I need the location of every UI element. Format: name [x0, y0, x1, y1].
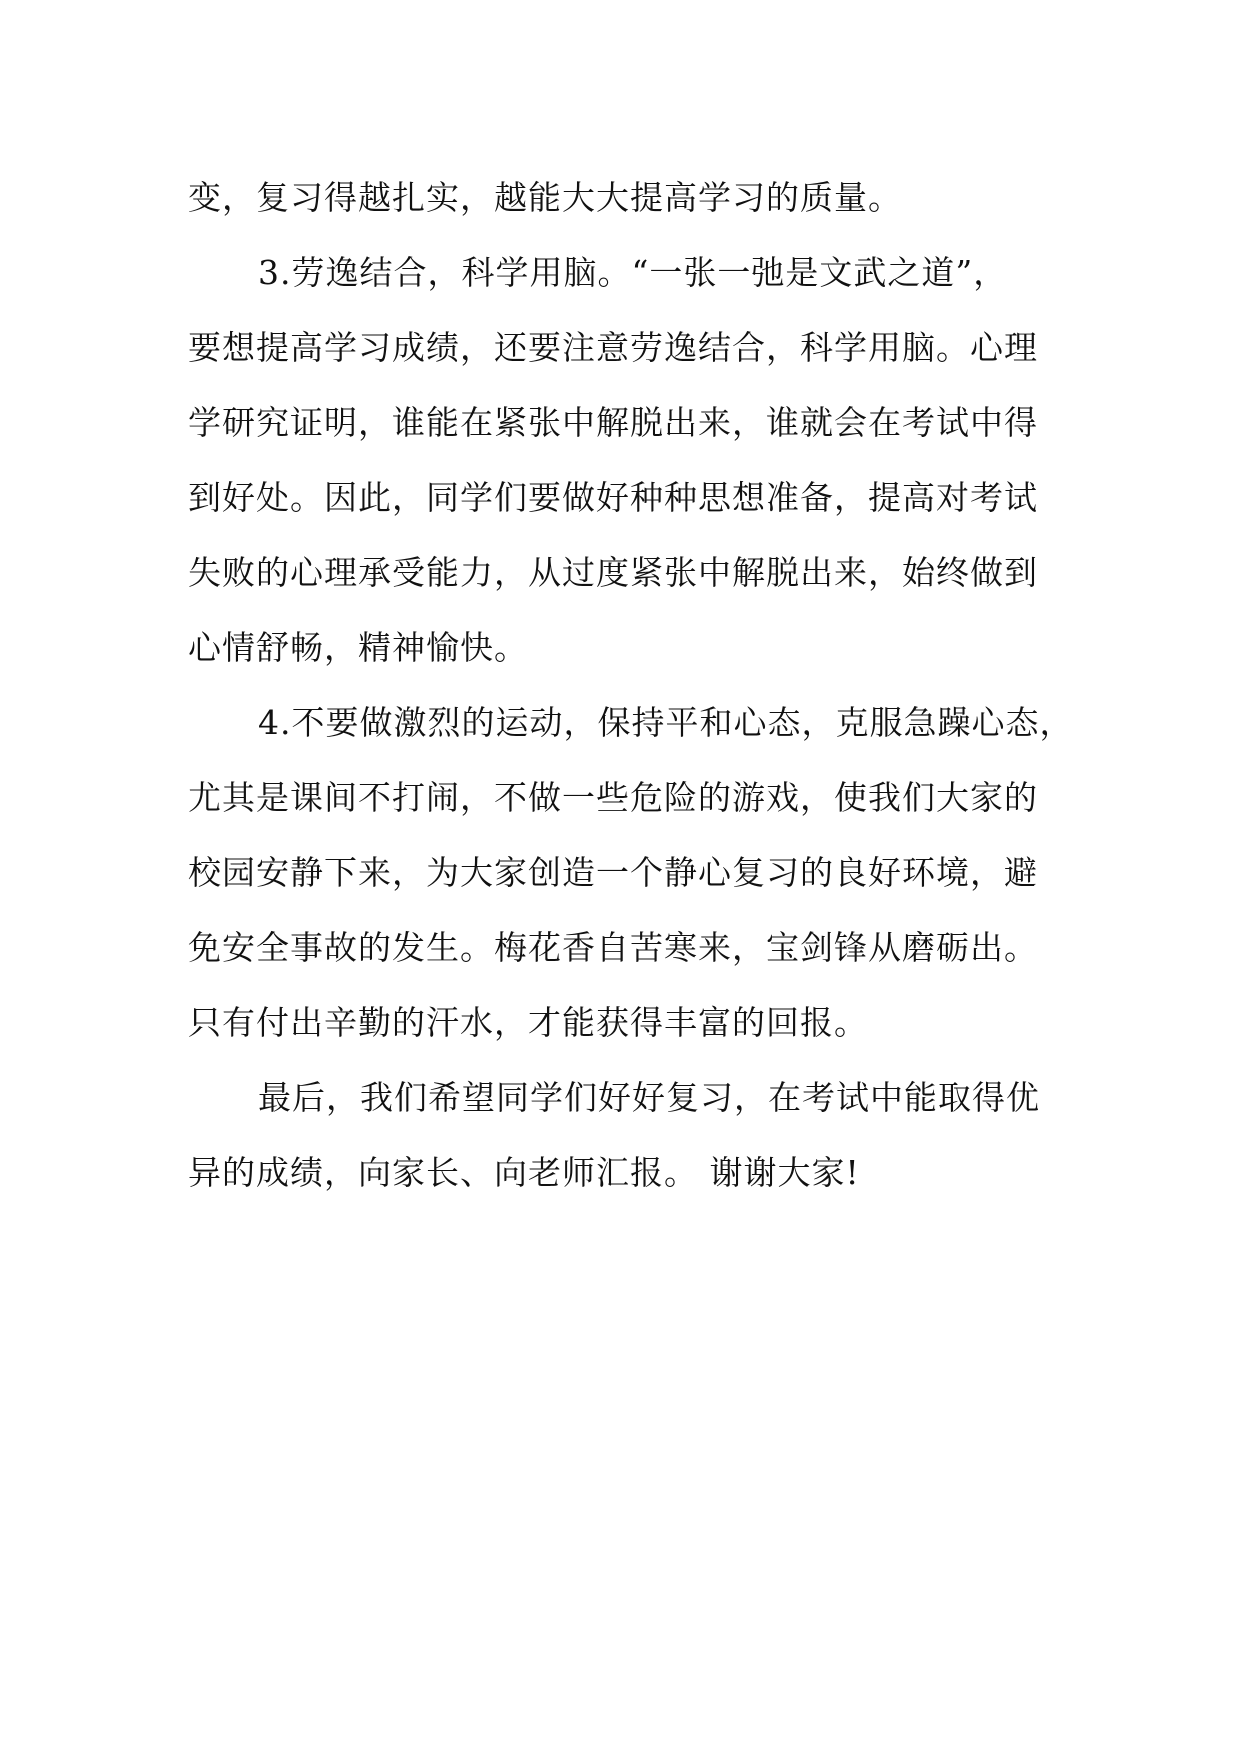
- text-line: 学研究证明，谁能在紧张中解脱出来，谁就会在考试中得: [188, 403, 1038, 442]
- text-line: 免安全事故的发生。梅花香自苦寒来，宝剑锋从磨砺出。: [188, 928, 1038, 967]
- text-line: 到好处。因此，同学们要做好种种思想准备，提高对考试: [188, 478, 1038, 517]
- text-line: 异的成绩，向家长、向老师汇报。 谢谢大家!: [188, 1153, 860, 1192]
- text-line: 心情舒畅，精神愉快。: [188, 628, 528, 667]
- text-line: 4.不要做激烈的运动，保持平和心态，克服急躁心态，: [258, 703, 1074, 742]
- text-line: 校园安静下来，为大家创造一个静心复习的良好环境，避: [188, 853, 1038, 892]
- text-line: 变，复习得越扎实，越能大大提高学习的质量。: [188, 178, 902, 217]
- text-line: 3.劳逸结合，科学用脑。“一张一弛是文武之道”，: [258, 253, 1008, 292]
- text-line: 尤其是课间不打闹，不做一些危险的游戏，使我们大家的: [188, 778, 1038, 817]
- text-line: 只有付出辛勤的汗水，才能获得丰富的回报。: [188, 1003, 868, 1042]
- text-line: 失败的心理承受能力，从过度紧张中解脱出来，始终做到: [188, 553, 1038, 592]
- text-line: 要想提高学习成绩，还要注意劳逸结合，科学用脑。心理: [188, 328, 1038, 367]
- text-line: 最后，我们希望同学们好好复习，在考试中能取得优: [258, 1078, 1040, 1117]
